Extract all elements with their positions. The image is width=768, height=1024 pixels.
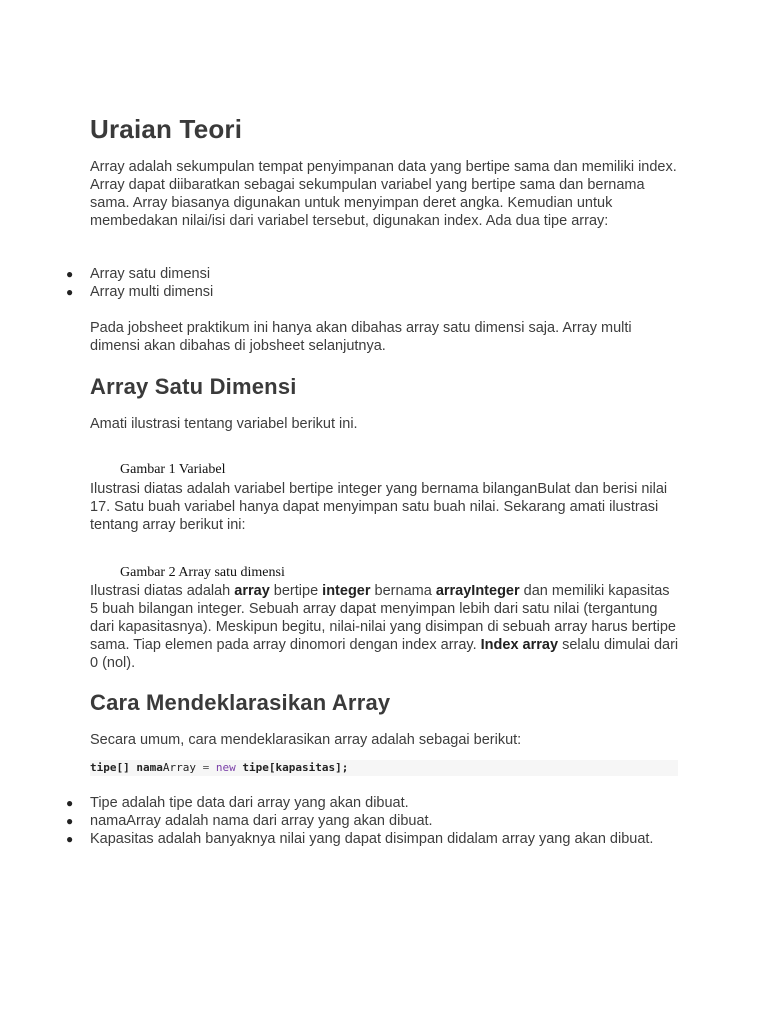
intro-paragraph: Array adalah sekumpulan tempat penyimpanan data yang bertipe sama dan memiliki index. Array dapat diibaratkan sebagai sekumpulan variabel yang bertipe sama dan bernama sama. Array biasanya digunakan untuk menyimpan deret angka. Kemudian untuk membedakan nilai/isi dari variabel tersebut, digunakan index. Ada dua tipe array: (90, 159, 677, 229)
section-heading-cara-mendeklarasikan-array: Cara Mendeklarasikan Array (90, 690, 391, 715)
code-block: tipe[] namaArray = new tipe[kapasitas]; (90, 760, 678, 776)
section2-lead: Secara umum, cara mendeklarasikan array adalah sebagai berikut: (90, 732, 522, 748)
bold-term: integer (322, 583, 371, 599)
list-item: ● Array satu dimensi (66, 266, 211, 282)
section1-paragraph-1: Ilustrasi diatas adalah variabel bertipe integer yang bernama bilanganBulat dan berisi nilai 17. Satu buah variabel hanya dapat menyimpan satu buah nilai. Sekarang amati ilustrasi tentang array berikut ini: (90, 481, 668, 533)
figure-caption-1: Gambar 1 Variabel (120, 462, 226, 477)
bold-term: Index array (480, 637, 559, 653)
list-item: ● Tipe adalah tipe data dari array yang akan dibuat. (66, 795, 409, 811)
list-item: ● Array multi dimensi (66, 284, 214, 300)
bold-term: arrayInteger (435, 583, 520, 599)
list-item: ● Kapasitas adalah banyaknya nilai yang dapat disimpan didalam array yang akan dibuat. (66, 831, 654, 847)
section1-lead: Amati ilustrasi tentang variabel berikut ini. (90, 416, 358, 432)
scope-note-paragraph: Pada jobsheet praktikum ini hanya akan dibahas array satu dimensi saja. Array multi dimensi akan dibahas di jobsheet selanjutnya. (90, 320, 632, 354)
section1-paragraph-2: Ilustrasi diatas adalah array bertipe integer bernama arrayInteger dan memiliki kapasitas 5 buah bilangan integer. Sebuah array dapat menyimpan lebih dari satu nilai (tergantung dari kapasitasnya). Meskipun begitu, nilai-nilai yang disimpan di sebuah array harus bertipe sama. Tiap elemen pada array dinomori dengan index array. Index array selalu dimulai dari 0 (nol). (90, 583, 679, 671)
bullet-icon: ● (66, 285, 74, 299)
figure-caption-2: Gambar 2 Array satu dimensi (120, 565, 285, 580)
page-title: Uraian Teori (90, 114, 243, 144)
bullet-icon: ● (66, 814, 74, 828)
array-types-list (66, 265, 680, 301)
bold-term: array (234, 583, 270, 599)
list-item: ● namaArray adalah nama dari array yang akan dibuat. (66, 813, 433, 829)
bullet-icon: ● (66, 832, 74, 846)
section-heading-array-satu-dimensi: Array Satu Dimensi (90, 374, 297, 399)
declaration-notes-list (66, 794, 680, 848)
bullet-icon: ● (66, 796, 74, 810)
bullet-icon: ● (66, 267, 74, 281)
